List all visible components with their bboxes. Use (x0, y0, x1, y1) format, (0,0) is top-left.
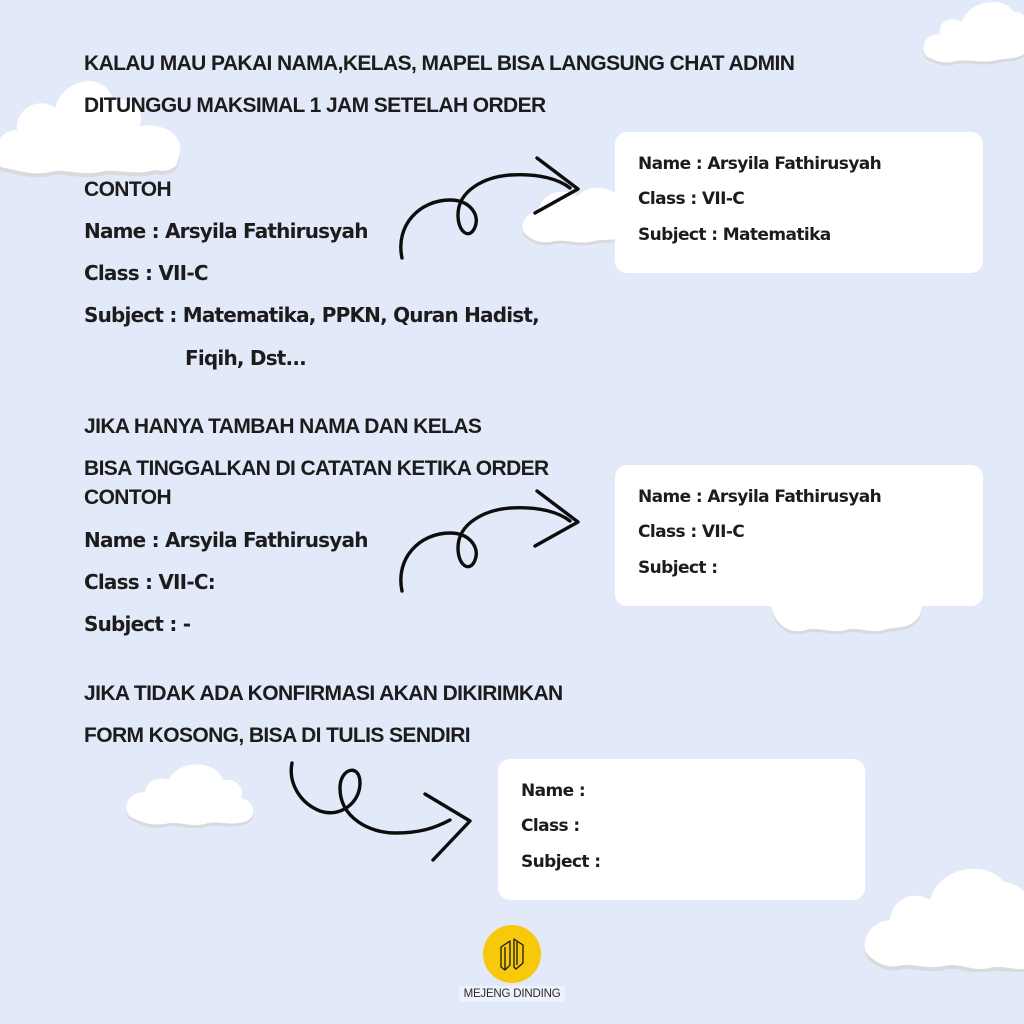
blank-form-card (498, 759, 865, 900)
loop-arrow-icon (285, 758, 480, 863)
example-card-1 (615, 132, 983, 273)
section2-class: Class : VII-C: (84, 570, 215, 594)
curly-arrow-icon (395, 488, 585, 598)
section2-heading-2: BISA TINGGALKAN DI CATATAN KETIKA ORDER (84, 457, 549, 480)
cloud-decoration (864, 862, 1024, 972)
card1-class: Class : VII-C (638, 189, 745, 209)
section1-name: Name : Arsyila Fathirusyah (84, 219, 368, 243)
hexagon-monogram-icon (483, 925, 541, 983)
section1-heading: CONTOH (84, 178, 172, 201)
cloud-decoration (0, 68, 190, 178)
card3-name: Name : (521, 781, 586, 801)
card2-class: Class : VII-C (638, 522, 745, 542)
section2-heading-1: JIKA HANYA TAMBAH NAMA DAN KELAS (84, 415, 482, 438)
card2-subject: Subject : (638, 558, 718, 578)
card1-name: Name : Arsyila Fathirusyah (638, 154, 882, 174)
cloud-decoration (922, 0, 1024, 68)
brand-name: MEJENG DINDING (459, 986, 565, 1002)
intro-line-1: KALAU MAU PAKAI NAMA,KELAS, MAPEL BISA LANGSUNG CHAT ADMIN (84, 52, 795, 75)
brand-logo (483, 925, 541, 983)
intro-line-2: DITUNGGU MAKSIMAL 1 JAM SETELAH ORDER (84, 94, 546, 117)
section1-subject-continued: Fiqih, Dst... (185, 346, 306, 370)
section3-heading-2: FORM KOSONG, BISA DI TULIS SENDIRI (84, 724, 471, 747)
section1-class: Class : VII-C (84, 261, 208, 285)
card3-subject: Subject : (521, 852, 601, 872)
section1-subject: Subject : Matematika, PPKN, Quran Hadist, (84, 303, 539, 327)
example-card-2 (615, 465, 983, 606)
cloud-decoration (125, 762, 255, 828)
card3-class: Class : (521, 816, 580, 836)
card2-name: Name : Arsyila Fathirusyah (638, 487, 882, 507)
card1-subject: Subject : Matematika (638, 225, 831, 245)
section3-heading-1: JIKA TIDAK ADA KONFIRMASI AKAN DIKIRIMKAN (84, 682, 563, 705)
section2-heading-3: CONTOH (84, 486, 172, 509)
curly-arrow-icon (395, 155, 585, 265)
section2-subject: Subject : - (84, 612, 191, 636)
section2-name: Name : Arsyila Fathirusyah (84, 528, 368, 552)
